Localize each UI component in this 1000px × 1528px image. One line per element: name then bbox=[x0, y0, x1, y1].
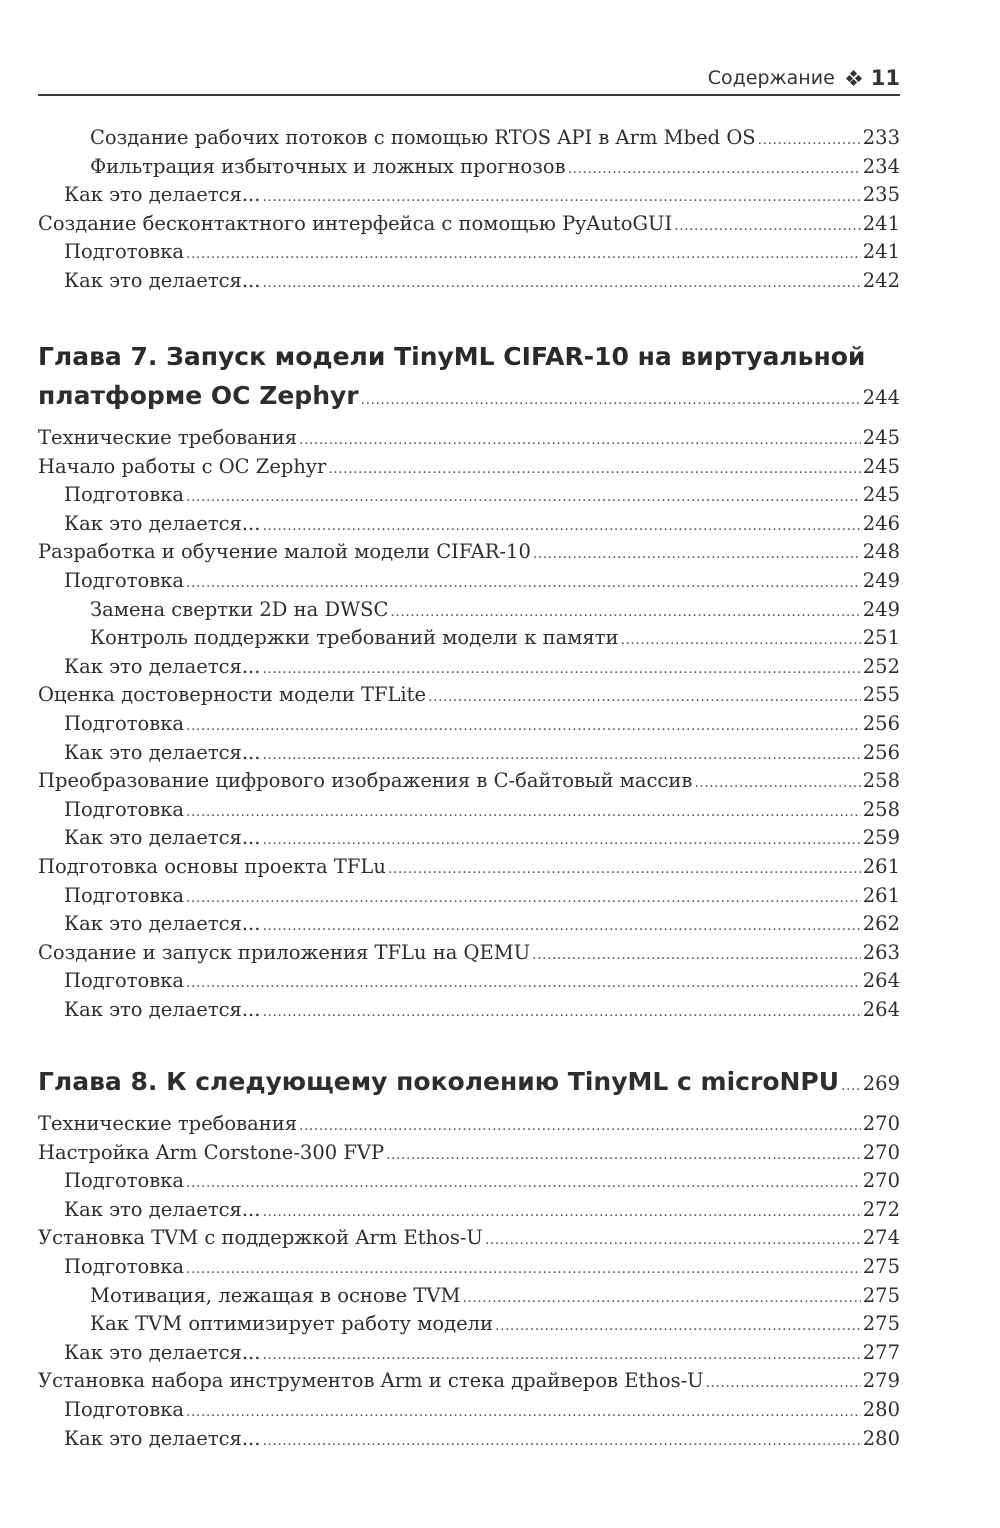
chapter-7-title-line2: платформе ОС Zephyr ..... 244 bbox=[38, 376, 900, 416]
toc-entry[interactable]: Как это делается... ..... 252 bbox=[38, 653, 900, 682]
toc-entry[interactable]: Как это делается... ..... 262 bbox=[38, 910, 900, 939]
toc-entry[interactable]: Подготовка ..... 264 bbox=[38, 967, 900, 996]
chapter-8-title-line: Глава 8. К следующему поколению TinyML с microNPU ..... 269 bbox=[38, 1062, 900, 1102]
toc-entry[interactable]: Контроль поддержки требований модели к памяти ..... 251 bbox=[38, 624, 900, 653]
toc-entry[interactable]: Как это делается... ..... 259 bbox=[38, 824, 900, 853]
toc-entry[interactable]: Разработка и обучение малой модели CIFAR-10 ..... 248 bbox=[38, 538, 900, 567]
toc-entry[interactable]: Создание рабочих потоков с помощью RTOS API в Arm Mbed OS ..... 233 bbox=[38, 124, 900, 153]
toc-entry[interactable]: Подготовка основы проекта TFLu ..... 261 bbox=[38, 853, 900, 882]
toc-entry[interactable]: Установка набора инструментов Arm и стека драйверов Ethos-U ..... 279 bbox=[38, 1367, 900, 1396]
toc-entry[interactable]: Подготовка ..... 245 bbox=[38, 481, 900, 510]
toc-entry[interactable]: Создание бесконтактного интерфейса с помощью PyAutoGUI ..... 241 bbox=[38, 210, 900, 239]
chapter-8-page: 269 bbox=[862, 1072, 900, 1095]
toc-entry[interactable]: Замена свертки 2D на DWSC ..... 249 bbox=[38, 596, 900, 625]
running-header bbox=[38, 62, 900, 96]
toc-block-chapter6-tail bbox=[38, 124, 900, 296]
toc-entry[interactable]: Как это делается... ..... 246 bbox=[38, 510, 900, 539]
chapter-7-title-line1: Глава 7. Запуск модели TinyML CIFAR-10 на виртуальной bbox=[38, 342, 866, 371]
chapter-8-heading[interactable] bbox=[38, 1062, 900, 1102]
toc-entry[interactable]: Создание и запуск приложения TFLu на QEMU ..... 263 bbox=[38, 939, 900, 968]
toc-entry[interactable]: Как это делается... ..... 264 bbox=[38, 996, 900, 1025]
toc-page bbox=[38, 0, 900, 1528]
header-page-number: 11 bbox=[870, 66, 900, 90]
toc-entry[interactable]: Подготовка ..... 256 bbox=[38, 710, 900, 739]
toc-entry[interactable]: Подготовка ..... 258 bbox=[38, 796, 900, 825]
toc-entry[interactable]: Подготовка ..... 261 bbox=[38, 882, 900, 911]
toc-entry[interactable]: Подготовка ..... 241 bbox=[38, 238, 900, 267]
toc-entry[interactable]: Как TVM оптимизирует работу модели ..... 275 bbox=[38, 1310, 900, 1339]
toc-entry[interactable]: Подготовка ..... 280 bbox=[38, 1396, 900, 1425]
toc-entry[interactable]: Преобразование цифрового изображения в С-байтовый массив ..... 258 bbox=[38, 767, 900, 796]
toc-block-chapter8 bbox=[38, 1110, 900, 1453]
toc-entry[interactable]: Как это делается... ..... 280 bbox=[38, 1425, 900, 1454]
toc-entry[interactable]: Как это делается... ..... 277 bbox=[38, 1339, 900, 1368]
toc-entry[interactable]: Подготовка ..... 249 bbox=[38, 567, 900, 596]
toc-entry[interactable]: Как это делается... ..... 272 bbox=[38, 1196, 900, 1225]
header-section-title: Содержание bbox=[707, 67, 835, 89]
chapter-7-heading[interactable] bbox=[38, 338, 900, 416]
diamond-ornament-icon bbox=[847, 71, 861, 85]
toc-block-chapter7 bbox=[38, 424, 900, 1024]
toc-entry[interactable]: Мотивация, лежащая в основе TVM ..... 275 bbox=[38, 1282, 900, 1311]
toc-entry[interactable]: Установка TVM с поддержкой Arm Ethos-U ..... 274 bbox=[38, 1224, 900, 1253]
toc-entry[interactable]: Подготовка ..... 270 bbox=[38, 1167, 900, 1196]
toc-entry[interactable]: Технические требования ..... 245 bbox=[38, 424, 900, 453]
toc-entry[interactable]: Как это делается... ..... 242 bbox=[38, 267, 900, 296]
toc-entry[interactable]: Технические требования ..... 270 bbox=[38, 1110, 900, 1139]
toc-entry[interactable]: Оценка достоверности модели TFLite ..... 255 bbox=[38, 681, 900, 710]
toc-entry[interactable]: Как это делается... ..... 256 bbox=[38, 739, 900, 768]
toc-entry[interactable]: Начало работы с ОС Zephyr ..... 245 bbox=[38, 453, 900, 482]
toc-entry[interactable]: Фильтрация избыточных и ложных прогнозов ..... 234 bbox=[38, 153, 900, 182]
toc-entry[interactable]: Настройка Arm Corstone-300 FVP ..... 270 bbox=[38, 1139, 900, 1168]
chapter-7-page: 244 bbox=[862, 386, 900, 409]
toc-entry[interactable]: Как это делается... ..... 235 bbox=[38, 181, 900, 210]
toc-entry[interactable]: Подготовка ..... 275 bbox=[38, 1253, 900, 1282]
